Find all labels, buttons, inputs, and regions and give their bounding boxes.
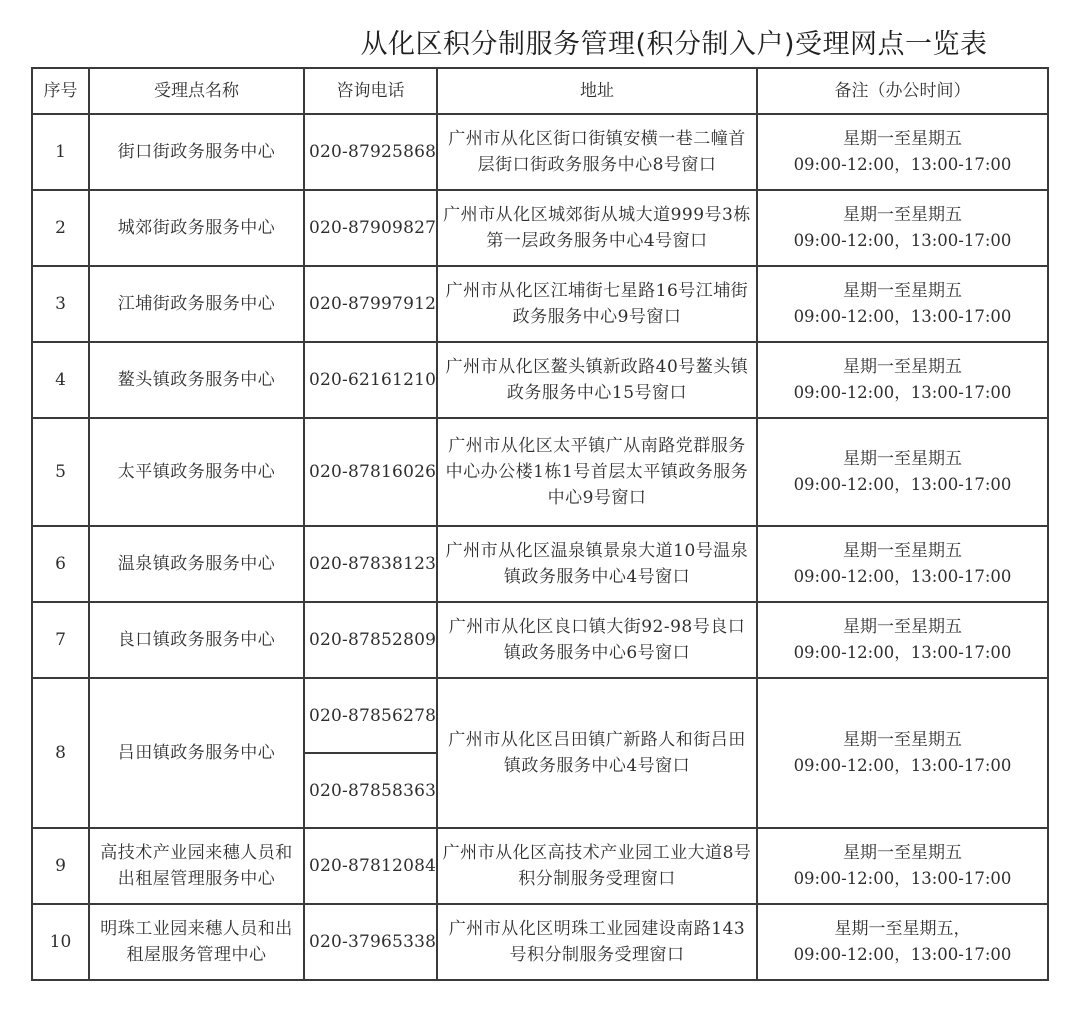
note-hours: 09:00-12:00，13:00-17:00: [793, 756, 1012, 775]
header-address: 地址: [437, 68, 757, 114]
cell-phone-secondary: 020-87858363: [304, 753, 437, 828]
header-note: 备注（办公时间）: [757, 68, 1048, 114]
note-days: 星期一至星期五，: [834, 919, 971, 939]
table-row: [32, 266, 1048, 342]
cell-phone: 020-87856278: [304, 678, 437, 753]
note-hours: 09:00-12:00，13:00-17:00: [793, 155, 1012, 174]
cell-phone: 020-37965338: [304, 904, 437, 980]
header-name: 受理点名称: [89, 68, 304, 114]
cell-note: [757, 904, 1048, 980]
table-header-row: [32, 68, 1048, 114]
table-row: [32, 418, 1048, 526]
cell-address: 广州市从化区鳌头镇新政路40号鳌头镇政务服务中心15号窗口: [437, 342, 757, 418]
cell-phone: 020-87997912: [304, 266, 437, 342]
cell-phone: 020-87816026: [304, 418, 437, 526]
note-days: 星期一至星期五: [843, 357, 962, 377]
cell-phone: 020-62161210: [304, 342, 437, 418]
table-row: [32, 602, 1048, 678]
cell-note: [757, 266, 1048, 342]
cell-name: 温泉镇政务服务中心: [89, 526, 304, 602]
cell-note: [757, 602, 1048, 678]
cell-address: 广州市从化区明珠工业园建设南路143号积分制服务受理窗口: [437, 904, 757, 980]
table-row: [32, 904, 1048, 980]
cell-address: 广州市从化区城郊街从城大道999号3栋第一层政务服务中心4号窗口: [437, 190, 757, 266]
note-days: 星期一至星期五: [843, 617, 962, 637]
note-hours: 09:00-12:00，13:00-17:00: [793, 945, 1012, 964]
cell-phone: 020-87909827: [304, 190, 437, 266]
note-hours: 09:00-12:00，13:00-17:00: [793, 231, 1012, 250]
header-phone: 咨询电话: [304, 68, 437, 114]
cell-phone: 020-87925868: [304, 114, 437, 190]
cell-no: 4: [32, 342, 89, 418]
note-hours: 09:00-12:00，13:00-17:00: [793, 475, 1012, 494]
cell-no: 8: [32, 678, 89, 828]
cell-note: [757, 828, 1048, 904]
cell-name: 街口街政务服务中心: [89, 114, 304, 190]
note-days: 星期一至星期五: [843, 281, 962, 301]
cell-note: [757, 678, 1048, 828]
cell-no: 5: [32, 418, 89, 526]
cell-note: [757, 418, 1048, 526]
cell-no: 1: [32, 114, 89, 190]
cell-no: 3: [32, 266, 89, 342]
note-hours: 09:00-12:00，13:00-17:00: [793, 643, 1012, 662]
cell-no: 9: [32, 828, 89, 904]
cell-address: 广州市从化区太平镇广从南路党群服务中心办公楼1栋1号首层太平镇政务服务中心9号窗口: [437, 418, 757, 526]
note-hours: 09:00-12:00，13:00-17:00: [793, 567, 1012, 586]
note-days: 星期一至星期五: [843, 541, 962, 561]
cell-note: [757, 342, 1048, 418]
cell-name: 吕田镇政务服务中心: [89, 678, 304, 828]
table-row: [32, 342, 1048, 418]
cell-address: 广州市从化区江埔街七星路16号江埔街政务服务中心9号窗口: [437, 266, 757, 342]
table-row: [32, 828, 1048, 904]
cell-name: 良口镇政务服务中心: [89, 602, 304, 678]
cell-name: 明珠工业园来穗人员和出租屋服务管理中心: [89, 904, 304, 980]
service-points-table: [31, 67, 1049, 981]
cell-name: 江埔街政务服务中心: [89, 266, 304, 342]
cell-address: 广州市从化区良口镇大街92-98号良口镇政务服务中心6号窗口: [437, 602, 757, 678]
cell-name: 太平镇政务服务中心: [89, 418, 304, 526]
cell-address: 广州市从化区吕田镇广新路人和街吕田镇政务服务中心4号窗口: [437, 678, 757, 828]
note-days: 星期一至星期五: [843, 129, 962, 149]
cell-note: [757, 190, 1048, 266]
note-hours: 09:00-12:00，13:00-17:00: [793, 869, 1012, 888]
cell-no: 7: [32, 602, 89, 678]
cell-no: 10: [32, 904, 89, 980]
note-days: 星期一至星期五: [843, 730, 962, 750]
page-title: 从化区积分制服务管理(积分制入户)受理网点一览表: [360, 29, 988, 60]
note-days: 星期一至星期五: [843, 205, 962, 225]
cell-name: 城郊街政务服务中心: [89, 190, 304, 266]
cell-note: [757, 526, 1048, 602]
cell-no: 6: [32, 526, 89, 602]
cell-note: [757, 114, 1048, 190]
table-row: [32, 190, 1048, 266]
cell-address: 广州市从化区温泉镇景泉大道10号温泉镇政务服务中心4号窗口: [437, 526, 757, 602]
cell-phone: 020-87838123: [304, 526, 437, 602]
table-row: [32, 526, 1048, 602]
header-no: 序号: [32, 68, 89, 114]
note-hours: 09:00-12:00，13:00-17:00: [793, 307, 1012, 326]
cell-phone: 020-87852809: [304, 602, 437, 678]
note-days: 星期一至星期五: [843, 843, 962, 863]
cell-name: 鳌头镇政务服务中心: [89, 342, 304, 418]
cell-name: 高技术产业园来穗人员和出租屋管理服务中心: [89, 828, 304, 904]
table-row: [32, 114, 1048, 190]
cell-phone: 020-87812084: [304, 828, 437, 904]
note-days: 星期一至星期五: [843, 449, 962, 469]
cell-address: 广州市从化区高技术产业园工业大道8号积分制服务受理窗口: [437, 828, 757, 904]
cell-no: 2: [32, 190, 89, 266]
table-row: [32, 678, 1048, 753]
note-hours: 09:00-12:00，13:00-17:00: [793, 383, 1012, 402]
cell-address: 广州市从化区街口街镇安横一巷二幢首层街口街政务服务中心8号窗口: [437, 114, 757, 190]
